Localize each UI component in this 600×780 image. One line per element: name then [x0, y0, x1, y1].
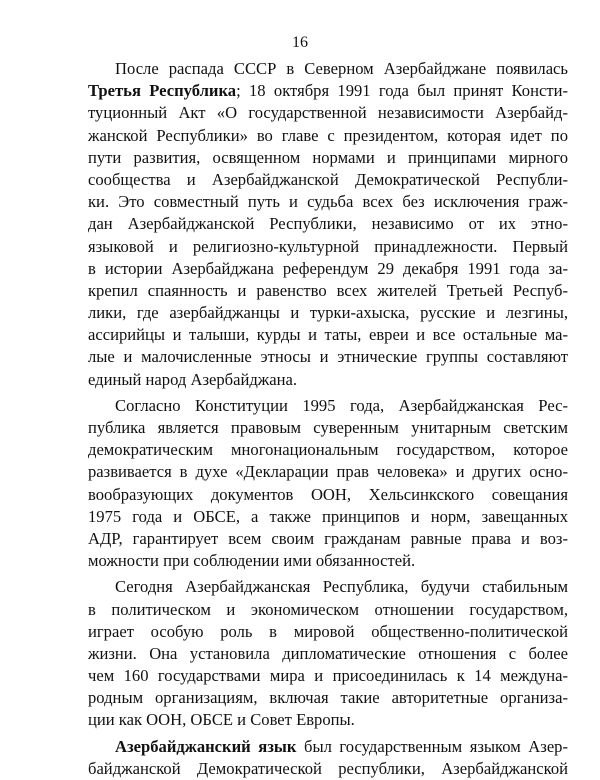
line-text: в истории Азербайджана референдум 29 декабря 1991 года за- — [88, 258, 568, 278]
line-text: жизни. Она установила дипломатические отношения с более — [88, 643, 568, 663]
text-line — [88, 687, 568, 709]
line-text: ассирийцы и талыши, курды и таты, евреи и все остальные ма- — [88, 325, 568, 345]
line-text: ки. Это совместный путь и судьба всех без исключения граж- — [88, 192, 568, 212]
text-line — [88, 439, 568, 461]
text-line — [88, 369, 568, 391]
line-text: ; 18 октября 1991 года был принят Консти- — [236, 81, 568, 101]
text-line — [88, 621, 568, 643]
text-line — [88, 80, 568, 102]
text-line — [88, 528, 568, 550]
line-text: туционный Акт «О государственной независимости Азербайд- — [88, 103, 568, 123]
text-line — [88, 58, 568, 80]
text-line — [88, 213, 568, 235]
line-text: был государственным языком Азер- — [296, 736, 569, 756]
text-line — [88, 258, 568, 280]
text-line — [88, 302, 568, 324]
text-line — [88, 736, 568, 758]
line-text: чем 160 государствами мира и присоединилась к 14 междуна- — [88, 666, 568, 686]
line-text: родным организациям, включая такие авторитетные организа- — [88, 688, 568, 708]
line-text: лики, где азербайджанцы и турки-ахыска, русские и лезгины, — [88, 303, 568, 323]
text-line — [88, 484, 568, 506]
body-text — [88, 58, 568, 780]
line-text: сообщества и Азербайджанской Демократической Республи- — [88, 169, 568, 189]
text-line — [88, 576, 568, 598]
line-text: развивается в духе «Декларации прав человека» и других осно- — [88, 462, 568, 482]
page-number: 16 — [292, 34, 308, 51]
text-line — [88, 280, 568, 302]
line-text: языковой и религиозно-культурной принадлежности. Первый — [88, 236, 568, 256]
line-text: 1975 года и ОБСЕ, а также принципов и норм, завещанных — [88, 506, 568, 526]
text-line — [88, 346, 568, 368]
text-line — [88, 324, 568, 346]
paragraph — [88, 576, 568, 731]
line-text: крепил спаянность и равенство всех жителей Третьей Респуб- — [88, 280, 568, 300]
text-line — [88, 417, 568, 439]
text-line — [88, 506, 568, 528]
line-text: АДР, гарантирует всем своим гражданам равные права и воз- — [88, 528, 568, 548]
bold-term: Третья Республика — [88, 81, 237, 101]
text-line — [88, 147, 568, 169]
text-line — [88, 461, 568, 483]
line-text: дан Азербайджанской Республики, независимо от их этно- — [88, 214, 568, 234]
line-text: пути развития, освященном нормами и принципами мирного — [88, 147, 568, 167]
text-line — [88, 643, 568, 665]
line-text: публика является правовым суверенным унитарным светским — [88, 418, 568, 437]
paragraph — [88, 736, 568, 780]
line-text: в политическом и экономическом отношении государством, — [88, 599, 568, 619]
line-text: можности при соблюдении ими обязанностей. — [88, 551, 416, 571]
text-line — [88, 550, 568, 572]
paragraph — [88, 395, 568, 573]
text-line — [88, 191, 568, 213]
text-line — [88, 125, 568, 147]
line-text: вообразующих документов ООН, Хельсинкского совещания — [88, 484, 568, 504]
line-text: демократическим многонациональным государством, которое — [88, 440, 568, 460]
text-line — [88, 169, 568, 191]
text-line — [88, 102, 568, 124]
text-line — [88, 758, 568, 780]
line-text: ции как ООН, ОБСЕ и Совет Европы. — [88, 710, 355, 730]
paragraph — [88, 58, 568, 391]
line-text: жанской Республики» во главе с президентом, которая идет по — [88, 125, 568, 145]
line-text: единый народ Азербайджана. — [88, 369, 298, 389]
text-line — [88, 236, 568, 258]
text-line — [88, 709, 568, 731]
line-text: После распада СССР в Северном Азербайджане появилась — [115, 59, 568, 78]
text-line — [88, 665, 568, 687]
line-text: байджанской Демократической республики, Азербайджанской — [88, 758, 568, 778]
line-text: Сегодня Азербайджанская Республика, будучи стабильным — [115, 577, 568, 597]
line-text: играет особую роль в мировой общественно-политической — [88, 621, 568, 641]
line-text: Согласно Конституции 1995 года, Азербайджанская Рес- — [115, 395, 568, 415]
text-line — [88, 395, 568, 417]
text-line — [88, 599, 568, 621]
line-text: лые и малочисленные этносы и этнические группы составляют — [88, 347, 568, 367]
bold-term: Азербайджанский язык — [115, 736, 297, 756]
